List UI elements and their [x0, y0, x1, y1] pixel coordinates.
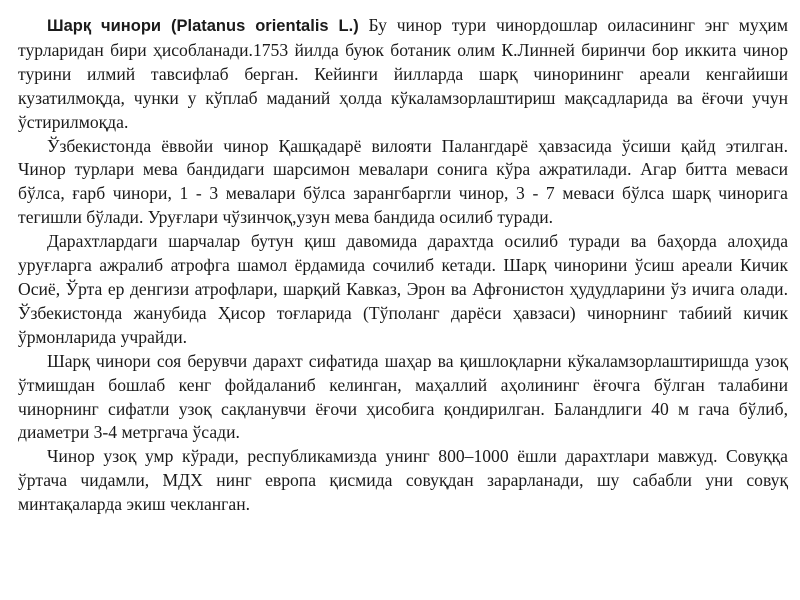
paragraph-fruit-dispersal: [18, 230, 788, 350]
paragraph-text: Ўзбекистонда ёввойи чинор Қашқадарё вилояти Палангдарё ҳавзасида ўсиши қайд этилган. Чинор турлари мева бандидаги шарсимон мевалари сонига кўра ажратилади. Агар битта меваси бўлса, ғарб чинори, 1 - 3 мевалари бўлса зарангбаргли чинор, 3 - 7 меваси бўлса шарқ чинорига тегишли бўлади. Уруғлари чўзинчоқ,узун мева бандида осилиб туради.: [18, 135, 788, 228]
paragraph-text: Дарахтлардаги шарчалар бутун қиш давомида дарахтда осилиб туради ва баҳорда алоҳида уруғларга ажралиб атрофга шамол ёрдамида сочилиб кетади. Шарқ чинорини ўсиш ареали Кичик Осиё, Ўрта ер денгизи атрофлари, шарқий Кавказ, Эрон ва Афғонистон ҳудудларини ўз ичига олади. Ўзбекистонда жанубида Ҳисор тоғларида (Тўполанг дарёси ҳавзаси) чинорнинг табиий кичик ўрмонларида учрайди.: [18, 231, 788, 347]
paragraph-platanus-intro: [18, 14, 788, 135]
paragraph-distribution-uzbekistan: [18, 135, 788, 231]
species-name-heading: Шарқ чинори (Platanus orientalis L.): [47, 17, 359, 35]
paragraph-landscaping-use: [18, 350, 788, 446]
paragraph-text: Бу чинор тури чинордошлар оиласининг энг муҳим турларидан бири ҳисобланади.1753 йилда буюк ботаник олим К.Линней биринчи бор иккита чинор турини илмий тавсифлаб берган. Кейинги йилларда шарқ чинорининг ареали кенгайиши кузатилмоқда, чунки у кўплаб маданий ҳолда кўкаламзорлаштириш мақсадларида ва ёғочи учун ўстирилмоқда.: [18, 15, 788, 132]
paragraph-longevity: [18, 445, 788, 517]
paragraph-text: Чинор узоқ умр кўради, республикамизда унинг 800–1000 ёшли дарахтлари мавжуд. Совуққа ўртача чидамли, МДХ нинг европа қисмида совуқдан зарарланади, шу сабабли уни совуқ минтақаларда экиш чекланган.: [18, 446, 788, 515]
paragraph-text: Шарқ чинори соя берувчи дарахт сифатида шаҳар ва қишлоқларни кўкаламзорлаштиришда узоқ ўтмишдан бошлаб кенг фойдаланиб келинган, маҳаллий аҳолининг ёғочга бўлган талабини чинорнинг сифатли узоқ сақланувчи ёғочи ҳисобига қондирилган. Баландлиги 40 м гача бўлиб, диаметри 3-4 метргача ўсади.: [18, 350, 788, 443]
